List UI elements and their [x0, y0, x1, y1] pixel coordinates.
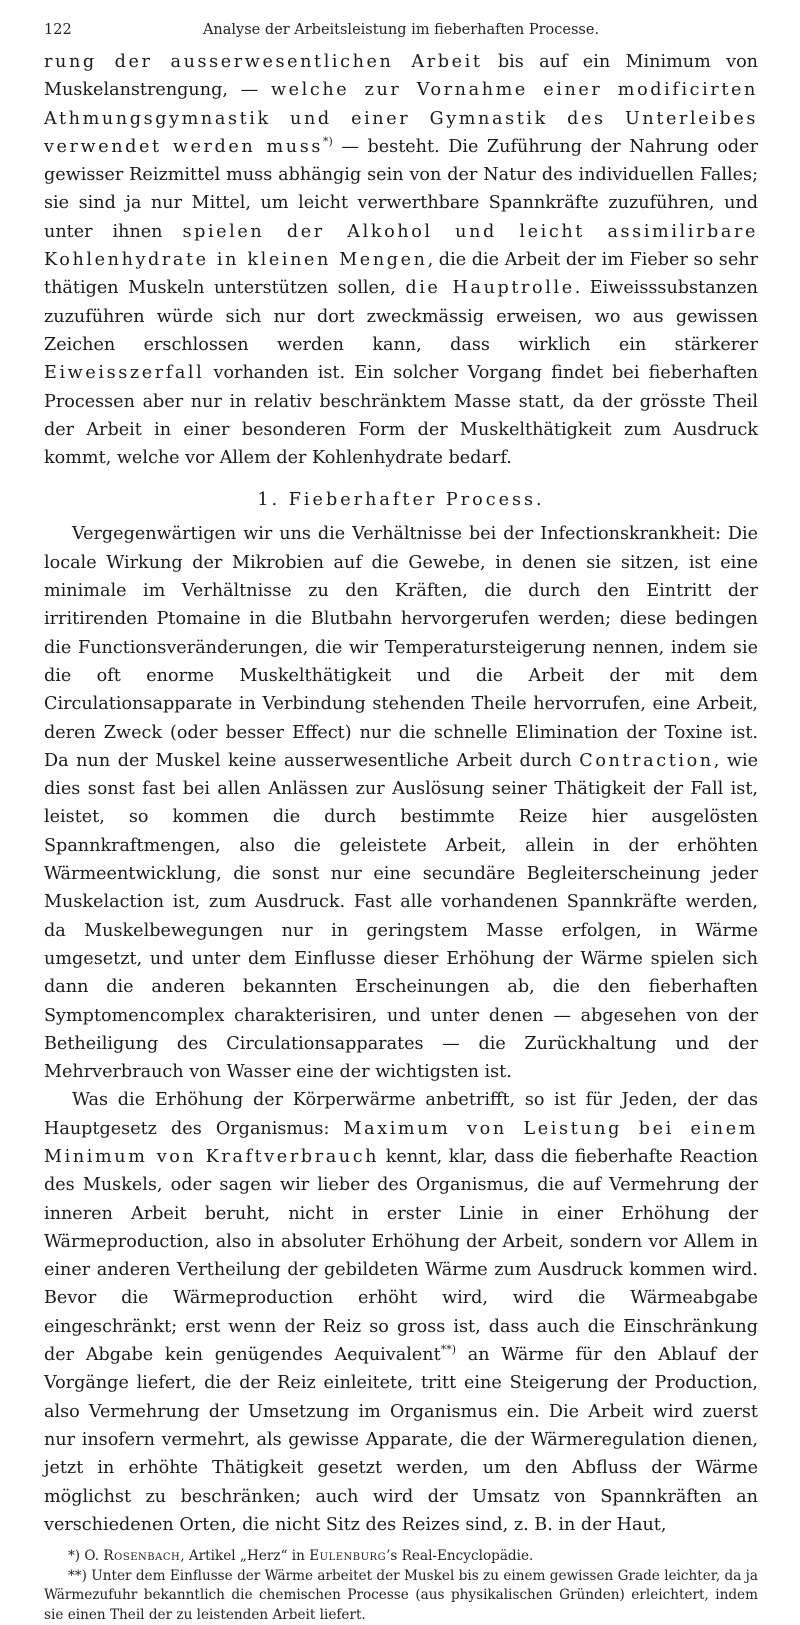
section-heading: 1. Fieberhafter Process. [257, 490, 545, 511]
author-name: Rosenbach [103, 1548, 181, 1565]
text-run: O. [80, 1548, 104, 1565]
text-run: — besteht. Die Zuführung der Nahrung oder gewisser Reizmittel muss abhängig sein von der Natur des individuellen Falles; sie sind ja nur Mittel, um leicht verwerthbare Spannkräfte zuzuführen, und unter ihnen [44, 136, 758, 242]
text-run: Vergegenwärtigen wir uns die Verhältnisse bei der Infectionskrankheit: Die locale Wirkung der Mikrobien auf die Gewebe, in denen sie sitzen, ist eine minimale im Verhältnisse zu den Kräften, die durch den Eintritt der irritirenden Ptomaine in die Blutbahn hervorgerufen werden; diese bedingen die Functionsveränderungen, die wir Temperatursteigerung nennen, indem sie die oft enorme Muskelthätigkeit und die Arbeit der mit dem Circulationsapparate in Verbindung stehenden Theile hervorrufen, eine Arbeit, deren Zweck (oder besser Effect) nur die schnelle Elimination der Toxine ist. Da nun der Muskel keine ausserwesentliche Arbeit durch [44, 524, 758, 771]
spaced-emphasis: welche zur Vornahme einer modificirten Athmungsgymnastik und einer Gymnastik des Unterleibes verwendet werden muss [44, 80, 758, 157]
spaced-emphasis: spielen der Alkohol und leicht assimilirbare Kohlenhydrate in kleinen Mengen [44, 221, 758, 271]
editor-name: Eulenburg [309, 1548, 387, 1565]
text-run: vorhanden ist. Ein solcher Vorgang findet bei fieberhaften Processen aber nur in relativ beschränktem Masse statt, da der grösste Theil der Arbeit in einer besonderen Form der Muskelthätigkeit zum Ausdruck kommt, welche vor Allem der Kohlenhydrate bedarf. [44, 363, 758, 469]
text-run: , wie dies sonst fast bei allen Anlässen zur Auslösung seiner Thätigkeit der Fall ist, leistet, so kommen die durch bestimmte Reize hier ausgelösten Spannkraftmengen, also die geleistete Arbeit, allein in der erhöhten Wärmeentwicklung, die sonst nur eine secundäre Begleiterscheinung jeder Muskelaction ist, zum Ausdruck. Fast alle vorhandenen Spannkräfte werden, da Muskelbewegungen nur in geringstem Masse erfolgen, in Wärme umgesetzt, und unter dem Einflusse dieser Erhöhung der Wärme spielen sich dann die anderen bekannten Erscheinungen ab, die den fieberhaften Symptomencomplex charakterisiren, und unter denen — abgesehen von der Betheiligung des Circulationsapparates — die Zurückhaltung und der Mehrverbrauch von Wasser eine der wichtigsten ist. [44, 750, 758, 1083]
spaced-emphasis: rung der ausserwesentlichen Arbeit [44, 52, 483, 72]
spaced-emphasis: die Hauptrolle [405, 278, 575, 299]
text-run: ’s Real-Encyclopädie. [386, 1548, 534, 1565]
paragraph-3 [44, 1086, 758, 1539]
text-run: , die die Arbeit der im Fieber so sehr thätigen Muskeln unterstützen sollen, [44, 250, 758, 299]
footnote-ref-2: **) [440, 1343, 456, 1357]
text-run: Unter dem Einflusse der Wärme arbeitet der Muskel bis zu einem gewissen Grade leichter, da ja Wärmezufuhr bekanntlich die chemischen Processe (aus physikalischen Gründen) erleichtert, indem sie einen Theil der zu leistenden Arbeit liefert. [44, 1567, 758, 1623]
paragraph-1 [44, 48, 758, 472]
paragraph-2 [44, 520, 758, 1086]
footnote-ref-1: *) [322, 135, 333, 149]
footnotes [44, 1547, 758, 1625]
running-title: Analyse der Arbeitsleistung im fieberhaften Processe. [202, 22, 600, 38]
footnote-marker: *) [68, 1548, 81, 1565]
spaced-emphasis: Contraction [579, 750, 714, 771]
book-page [44, 22, 758, 1625]
footnote-marker: **) [68, 1567, 87, 1584]
text-run: bis auf ein Minimum von Muskelanstrengung, — [44, 52, 759, 101]
footnote-2 [44, 1567, 758, 1625]
running-head [44, 22, 758, 48]
text-run: kennt, klar, dass die fieberhafte Reaction des Muskels, oder sagen wir lieber des Organismus, die auf Vermehrung der inneren Arbeit beruht, nicht in erster Linie in einer Erhöhung der Wärmeproduction, also in absoluter Erhöhung der Arbeit, sondern vor Allem in einer anderen Vertheilung der gebildeten Wärme zum Ausdruck kommen wird. Bevor die Wärmeproduction erhöht wird, wird die Wärmeabgabe eingeschränkt; erst wenn der Reiz so gross ist, dass auch die Einschränkung der Abgabe kein genügendes Aequivalent [44, 1146, 759, 1366]
text-run: an Wärme für den Ablauf der Vorgänge liefert, die der Reiz einleitete, tritt eine Steigerung der Production, also Vermehrung der Umsetzung im Organismus ein. Die Arbeit wird zuerst nur insofern vermehrt, als gewisse Apparate, die der Wärmeregulation dienen, jetzt in erhöhte Thätigkeit gesetzt werden, um den Abfluss der Wärme möglichst zu beschränken; auch wird der Umsatz von Spannkräften an verschiedenen Orten, die nicht Sitz des Reizes sind, z. B. in der Haut, [44, 1345, 758, 1535]
spaced-emphasis: Eiweisszerfall [44, 363, 205, 384]
footnote-1 [44, 1547, 758, 1567]
spaced-emphasis: Maximum von Leistung bei einem Minimum von Kraftverbrauch [44, 1118, 758, 1167]
page-number: 122 [44, 22, 72, 38]
text-run: Was die Erhöhung der Körperwärme anbetrifft, so ist für Jeden, der das Hauptgesetz des Organismus: [44, 1090, 758, 1139]
text-run: . Eiweisssubstanzen zuzuführen würde sich nur dort zweckmässig erweisen, wo aus gewissen Zeichen erschlossen werden kann, dass wirklich ein stärkerer [44, 278, 758, 355]
text-run: , Artikel „Herz“ in [180, 1548, 310, 1565]
